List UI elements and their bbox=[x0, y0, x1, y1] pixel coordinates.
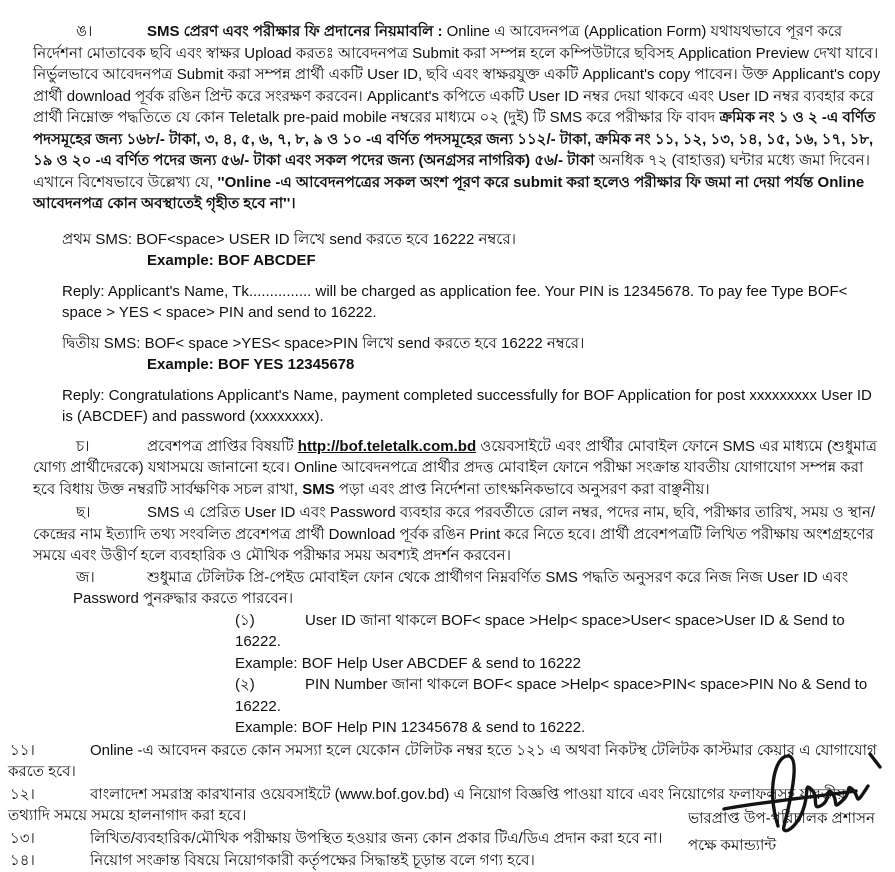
first-sms-instruction: প্রথম SMS: BOF<space> USER ID লিখে send করতে হবে 16222 নম্বরে। bbox=[62, 230, 516, 248]
signatory-title: ভারপ্রাপ্ত উপ-পরিচালক প্রশাসন bbox=[688, 810, 875, 827]
section-marker-cha: চ। bbox=[76, 437, 90, 455]
item-text: বাংলাদেশ সমরাস্ত্র কারখানার ওয়েবসাইটে (www.bof.gov.bd) এ নিয়োগ বিজ্ঞপ্তি পাওয়া যাবে এবং নিয়োগের ফলাফলসহ যাবতীয় তথ্যাদি সময়ে সময়ে হালনাগাদ করা হবে। bbox=[8, 785, 846, 824]
section-recover bbox=[73, 567, 881, 610]
item-number: ১৩। bbox=[10, 829, 35, 847]
help-item-2 bbox=[235, 674, 881, 717]
section-admit-card bbox=[33, 436, 881, 501]
sms-bold: SMS bbox=[302, 480, 335, 498]
help-item-text: PIN Number জানা থাকলে BOF< space >Help< space>PIN< space>PIN No & Send to 16222. bbox=[235, 676, 868, 715]
body-text: Online এ আবেদনপত্র (Application Form) যথাযথভাবে পূরণ করে নির্দেশনা মোতাবেক ছবি এবং স্বাক্ষর Upload করতঃ আবেদনপত্র Submit করা সম্পন্ন হলে কম্পিউটারে ছবিসহ Application Preview দেখা যাবে। নির্ভুলভাবে আবেদনপত্র Submit করা সম্পন্ন প্রার্থী একটি User ID, ছবি এবং স্বাক্ষরযুক্ত একটি Applicant's copy পাবেন। উক্ত Applicant's copy প্রার্থী download পূর্বক রঙিন প্রিন্ট করে সংরক্ষণ করবেন। Applicant's কপিতে একটি User ID নম্বর দেয়া থাকবে এবং User ID নম্বর ব্যবহার করে প্রার্থী নিম্নোক্ত পদ্ধতিতে যে কোন Teletalk pre-paid mobile নম্বরের মাধ্যমে ০২ (দুই) টি SMS করে পরীক্ষার ফি বাবদ bbox=[33, 23, 881, 126]
help-item-1 bbox=[235, 610, 881, 653]
help-item-text: User ID জানা থাকলে BOF< space >Help< space>User< space>User ID & Send to 16222. bbox=[235, 611, 845, 650]
section-heading: SMS প্রেরণ এবং পরীক্ষার ফি প্রদানের নিয়মাবলি : bbox=[147, 23, 443, 40]
section-admit-print bbox=[33, 502, 881, 567]
body-text: ওয়েবসাইটে এবং প্রার্থীর মোবাইল ফোনে SMS এর মাধ্যমে (শুধুমাত্র যোগ্য প্রার্থীদেরকে) যথাসময়ে জানানো হবে। Online আবেদনপত্রে প্রার্থীর প্রদত্ত মোবাইল ফোনে পরীক্ষা সংক্রান্ত যাবতীয় যোগাযোগ সম্পন্ন করা হবে বিধায় উক্ত নম্বরটি সার্বক্ষণিক সচল রাখা, bbox=[33, 437, 877, 498]
body-text: পড়া এবং প্রাপ্ত নির্দেশনা তাৎক্ষনিকভাবে অনুসরণ করা বাঞ্ছনীয়। bbox=[334, 480, 710, 498]
signatory-subtitle: পক্ষে কমান্ড্যান্ট bbox=[688, 836, 777, 854]
body-text: শুধুমাত্র টেলিটক প্রি-পেইড মোবাইল ফোন থেকে প্রার্থীগণ নিম্নবর্ণিত SMS পদ্ধতি অনুসরণ করে নিজ নিজ User ID এবং Password পুনরুদ্ধার করতে পারবেন। bbox=[73, 568, 849, 607]
body-text: প্রবেশপত্র প্রাপ্তির বিষয়টি bbox=[147, 437, 298, 455]
reply-message-2: Reply: Congratulations Applicant's Name, payment completed successfully for BOF Application for post xxxxxxxxx User ID is (ABCDEF) and password (xxxxxxxx). bbox=[62, 386, 872, 425]
section-marker-chha: ছ। bbox=[76, 504, 91, 521]
help-item-number: (২) bbox=[235, 676, 255, 693]
fee-details-bold: ক্রমিক নং ১ ও ২ -এ বর্ণিত পদসমূহের জন্য ১৬৮/- টাকা, ৩, ৪, ৫, ৬, ৭, ৮, ৯ ও ১০ -এ বর্ণিত পদসমূহের জন্য ১১২/- টাকা, ক্রমিক নং ১১, ১২, ১৩, ১৪, ১৫, ১৬, ১৭, ১৮, ১৯ ও ২০ -এ বর্ণিত পদের জন্য ৫৬/- টাকা এবং সকল পদের জন্য (অনগ্রসর নাগরিক) ৫৬/- টাকা bbox=[33, 109, 876, 169]
body-text: অনধিক ৭২ (বাহাত্তর) ঘন্টার মধ্যে জমা দিবেন। এখানে বিশেষভাবে উল্লেখ্য যে, bbox=[33, 152, 870, 191]
section-marker-ja: জ। bbox=[76, 568, 95, 586]
teletalk-website-link: http://bof.teletalk.com.bd bbox=[297, 437, 477, 455]
item-text: Online -এ আবেদন করতে কোন সমস্যা হলে যেকোন টেলিটক নম্বর হতে ১২১ এ অথবা নিকটস্থ টেলিটক কাস্টমার কেয়ার এ যোগাযোগ করতে হবে। bbox=[8, 741, 877, 780]
item-number: ১৪। bbox=[10, 852, 35, 869]
item-number: ১১। bbox=[10, 741, 35, 759]
help-item-2-example: Example: BOF Help PIN 12345678 & send to 16222. bbox=[235, 719, 586, 736]
handwritten-signature-icon bbox=[720, 746, 895, 841]
item-text: নিয়োগ সংক্রান্ত বিষয়ে নিয়োগকারী কর্তৃপক্ষের সিদ্ধান্তই চূড়ান্ত বলে গণ্য হবে। bbox=[90, 852, 535, 869]
body-text: SMS এ প্রেরিত User ID এবং Password ব্যবহার করে পরবর্তীতে রোল নম্বর, পদের নাম, ছবি, পরীক্ষার তারিখ, সময় ও স্থান/কেন্দ্রের নাম ইত্যাদি তথ্য সংবলিত প্রবেশপত্র প্রার্থী Download পূর্বক রঙিন Print করে নিতে হবে। প্রার্থী প্রবেশপত্রটি লিখিত পরীক্ষায় অংশগ্রহণের সময়ে এবং উত্তীর্ণ হলে ব্যবহারিক ও মৌখিক পরীক্ষার সময় অবশ্যই প্রদর্শন করবেন। bbox=[33, 504, 876, 564]
reply-message-1: Reply: Applicant's Name, Tk............... will be charged as application fee. Your PIN is 12345678. To pay fee Type BOF< space > YES < space> PIN and send to 16222. bbox=[62, 282, 848, 321]
first-sms-example: Example: BOF ABCDEF bbox=[147, 252, 316, 269]
warning-quote-bold: ''Online -এ আবেদনপত্রের সকল অংশ পূরণ করে submit করা হলেও পরীক্ষার ফি জমা না দেয়া পর্যন্ত Online আবেদনপত্র কোন অবস্থাতেই গৃহীত হবে না''। bbox=[33, 173, 865, 212]
section-marker-uma: ঙ। bbox=[76, 23, 93, 40]
item-number: ১২। bbox=[10, 785, 35, 803]
signature-block bbox=[688, 750, 893, 856]
help-item-number: (১) bbox=[235, 611, 255, 629]
help-item-1-example: Example: BOF Help User ABCDEF & send to 16222 bbox=[235, 654, 581, 672]
section-sms-rules bbox=[33, 21, 881, 215]
item-text: লিখিত/ব্যবহারিক/মৌখিক পরীক্ষায় উপস্থিত হওয়ার জন্য কোন প্রকার টিএ/ডিএ প্রদান করা হবে না। bbox=[90, 829, 663, 847]
second-sms-example: Example: BOF YES 12345678 bbox=[147, 356, 355, 373]
second-sms-instruction: দ্বিতীয় SMS: BOF< space >YES< space>PIN লিখে send করতে হবে 16222 নম্বরে। bbox=[62, 334, 585, 352]
